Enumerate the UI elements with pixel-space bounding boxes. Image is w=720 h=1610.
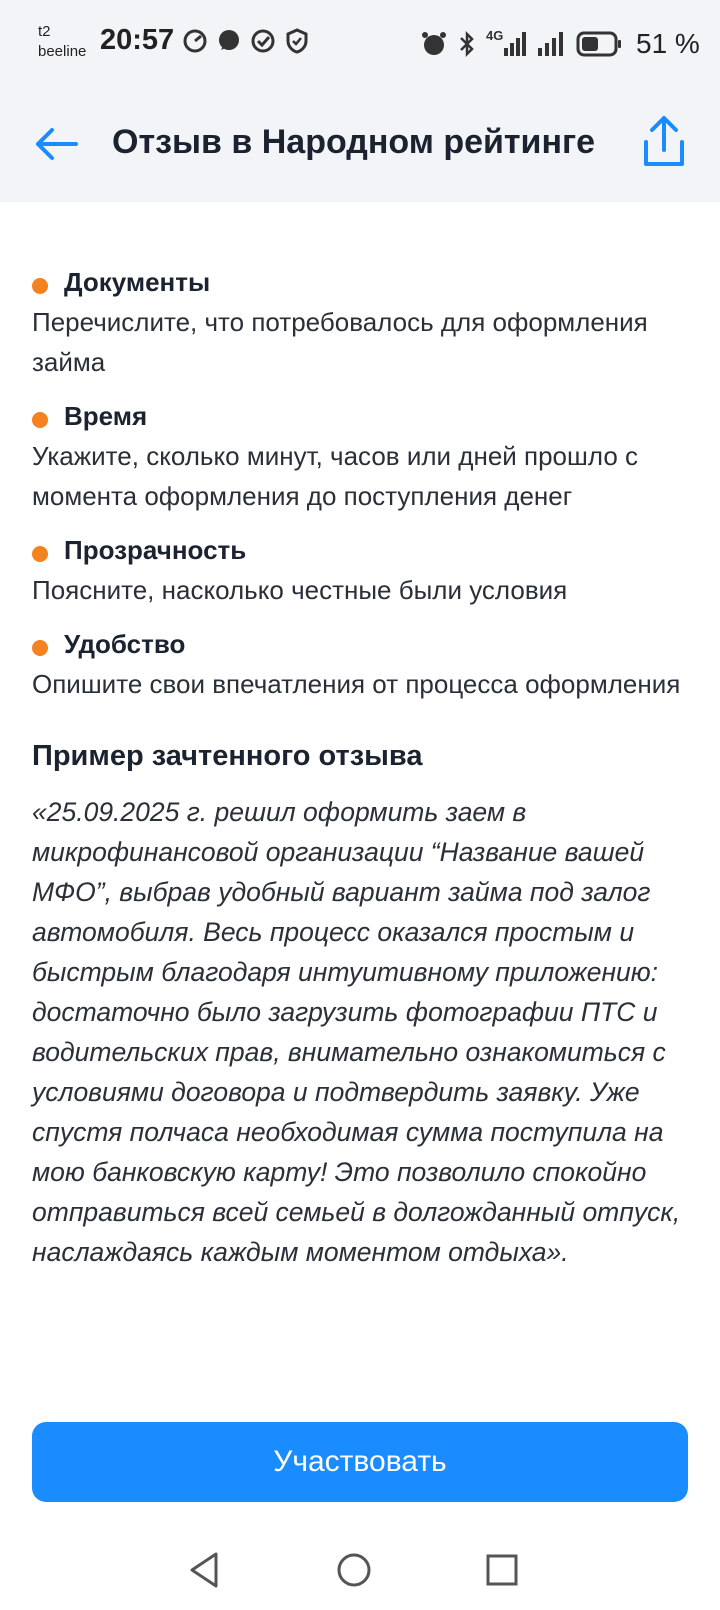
tip-title: Удобство	[64, 628, 186, 659]
signal-4g-icon: 4G	[486, 30, 526, 58]
share-icon	[636, 112, 692, 172]
nav-back-button[interactable]	[184, 1548, 228, 1592]
example-title: Пример зачтенного отзыва	[32, 740, 423, 772]
arrow-left-icon	[30, 116, 86, 172]
signal-icon	[536, 30, 566, 58]
status-time: 20:57	[100, 24, 175, 56]
bluetooth-icon	[458, 30, 476, 58]
tip-title: Документы	[64, 266, 211, 297]
tip-title: Прозрачность	[64, 534, 247, 565]
back-button[interactable]	[30, 116, 86, 172]
system-nav-bar	[0, 1530, 720, 1610]
shield-icon	[284, 28, 310, 54]
tip-documents	[32, 262, 692, 382]
nav-home-button[interactable]	[332, 1548, 376, 1592]
alarm-icon	[420, 30, 448, 58]
speedometer-icon	[182, 28, 208, 54]
share-button[interactable]	[636, 112, 692, 172]
participate-button[interactable]: Участвовать	[32, 1422, 688, 1502]
review-guidelines	[32, 262, 692, 1272]
tip-text: Опишите свои впечатления от процесса оформления	[32, 669, 681, 699]
system-icons	[420, 28, 700, 60]
status-bar	[0, 0, 720, 88]
tip-text: Перечислите, что потребовалось для оформления займа	[32, 307, 648, 377]
carrier-label: t2 beeline	[38, 23, 87, 60]
bullet-dot-icon	[32, 412, 48, 428]
nav-recents-button[interactable]	[480, 1548, 524, 1592]
tip-title: Время	[64, 400, 148, 431]
tip-text: Поясните, насколько честные были условия	[32, 575, 568, 605]
scroll-fade	[0, 1340, 720, 1380]
square-recents-icon	[480, 1548, 524, 1592]
tip-text: Укажите, сколько минут, часов или дней прошло с момента оформления до поступления денег	[32, 441, 639, 511]
battery-percent: 51 %	[636, 28, 700, 59]
page-title: Отзыв в Народном рейтинге	[112, 123, 596, 161]
chat-icon	[216, 28, 242, 54]
notification-icons	[182, 28, 310, 54]
example-review-text: «25.09.2025 г. решил оформить заем в микрофинансовой организации “Название вашей МФО”, выбрав удобный вариант займа под залог автомобиля. Весь процесс оказался простым и быстрым благодаря интуитивному приложению: достаточно было загрузить фотографии ПТС и водительских прав, внимательно ознакомиться с условиями договора и подтвердить заявку. Уже спустя полчаса необходимая сумма поступила на мою банковскую карту! Это позволило спокойно отправиться всей семьей в долгожданный отпуск, наслаждаясь каждым моментом отдыха».	[32, 797, 681, 1267]
bullet-dot-icon	[32, 278, 48, 294]
check-circle-icon	[250, 28, 276, 54]
bullet-dot-icon	[32, 640, 48, 656]
app-bar	[0, 88, 720, 202]
tip-transparency	[32, 530, 692, 610]
bullet-dot-icon	[32, 546, 48, 562]
triangle-back-icon	[184, 1548, 228, 1592]
tip-time	[32, 396, 692, 516]
battery-icon	[576, 31, 622, 57]
circle-home-icon	[332, 1548, 376, 1592]
tip-convenience	[32, 624, 692, 704]
